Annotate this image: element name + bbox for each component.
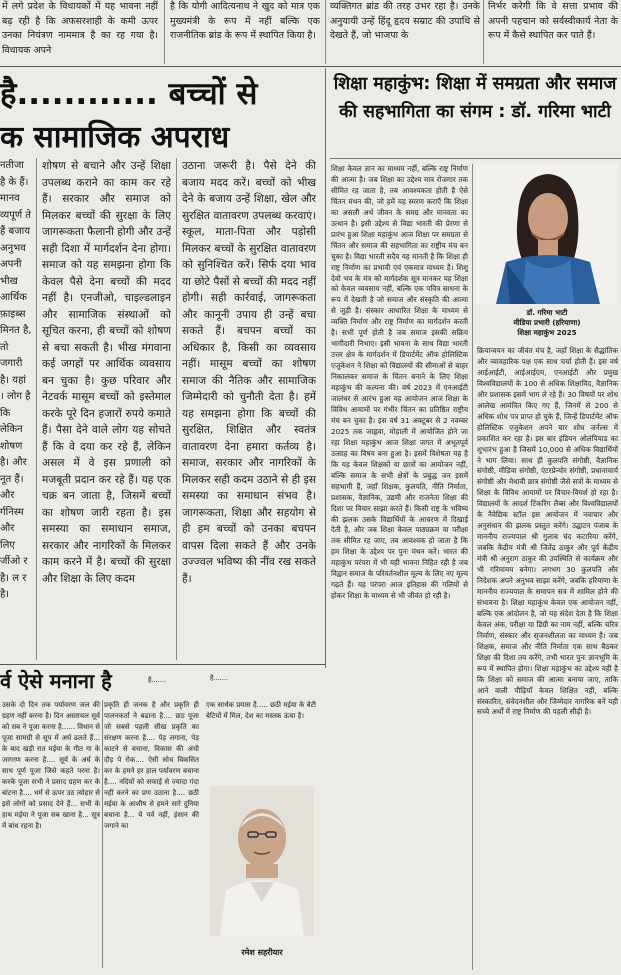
feature-photo: [476, 164, 618, 304]
left-headline-line-1: है............ बच्चों से: [0, 76, 258, 112]
left-headline-line-2: क सामाजिक अपराध: [0, 120, 230, 155]
top-strip-column-1: में लगे प्रदेश के विधायकों में यह भावना नहीं बढ़ रही है कि अफसरशाही के कमी ऊपर उनका नियंत्रण नाममात्र है का रह गया है। विधायक अपने: [2, 1, 158, 56]
photo-caption-role: मीडिया प्रभारी (हरियाणा): [513, 318, 581, 327]
author-name: रमेश सहरीयार: [241, 948, 283, 957]
right-article-column-2: क्रियान्वयन का जीवंत मंच है, जहाँ शिक्षा के सैद्धांतिक और व्यावहारिक पक्ष एक साथ चर्चा होती हैं। इस वर्ष आईआईटी, आईआईएम, एनआईटी और प्रमुख विश्वविद्यालयों के 100 से अधिक शिक्षाविद, वैज्ञानिक और प्रशासक इसमें भाग ले रहे हैं। 30 विषयों पर शोध आलेख आमंत्रित किए गए हैं, जिनमें से 200 से अधिक शोध पत्र प्राप्त हो चुके हैं, जिन्हें डिपार्टमेंट ऑफ होलिस्टिक एजुकेशन अपने चार शोध जर्नल्स में प्रकाशित कर रहा है। इस बार इंडियन ओलंपियाड का शुभारंभ हुआ है जिसमें 10,000 से अधिक विद्यार्थियों ने भाग लिया। साथ ही कुलपति संगोष्ठी, वैज्ञानिक संगोष्ठी, मीडिया संगोष्ठी, एंटरप्रेन्योर संगोष्ठी, प्रधानाचार्य संगोष्ठी और मेधावी छात्र संगोष्ठी जैसे सत्रों के माध्यम से शिक्षा के विविध आयामों पर विचार-विमर्श हो रहा है। विद्यालयों के आदर्श टिंकरिंग लैब्स और विश्वविद्यालयों के नैवेद्यिक स्टॉल इस आयोजन में नवाचार और अनुसंधान की झलक प्रस्तुत करेंगे। उद्घाटन पंजाब के माननीय राज्यपाल श्री गुलाब चंद कटारिया करेंगे, जबकि केंद्रीय मंत्री श्री जितेंद्र ठाकुर और पूर्व केंद्रीय मंत्री श्री अनुराग ठाकुर की उपस्थिति से कार्यक्रम और भी गरिमामय बनेगा। लगभग 30 कुलपति और निदेशक अपने अनुभव साझा करेंगे, जबकि हरियाणा के माननीय राज्यपाल के समापन सत्र में शामिल होने की संभावना है। शिक्षा महाकुंभ केवल एक आयोजन नहीं, बल्कि एक आंदोलन है, जो यह संदेश देता है कि शिक्षा केवल अंक, परीक्षा या डिग्री का नाम नहीं, बल्कि चरित्र निर्माण, संस्कार और सृजनशीलता का माध्यम है। जब शिक्षक, समाज और नीति निर्माता एक साथ बैठकर शिक्षा की दिशा तय करेंगे, तभी भारत पुनः ज्ञानभूमि के रूप में स्थापित होगा। शिक्षा महाकुंभ का उद्देश्य यही है कि शिक्षा को समाज की आत्मा बनाया जाए, ताकि आने वाली पीढ़ियाँ केवल शिक्षित नहीं, बल्कि संस्कारित, संवेदनशील और जिम्मेदार नागरिक बनें यही सच्चे अर्थों में राष्ट्र निर्माण की पहली सीढ़ी है।: [477, 346, 618, 717]
photo-caption-event: शिक्षा महाकुंभ 2025: [517, 328, 577, 337]
column-divider: [164, 0, 165, 64]
bottom-left-column-1: उसके दो दिन तक पर्यावरण जल की ग्रहण नहीं करना है। दिन अस्ताचल सूर्य को सब ने पूजा करना है...... विधान से पूजा सामग्री से सूप में अर्घ ढलते हैं... के बाद खड़ी रात मईया के गीत गा के जागरण करना है.... सूर्य के अर्घ के साथ पूर्ण पूजा जिसे कहते परना है। करके पूजा सभी ने प्रसाद ग्रहण कर के बांटना है.... धर्म से ऊपर उठ त्योहार से इसे लोगों को प्रसाद देने हैं... सभी के हाथ मईया ने पूजा सब खाना है... सूत्र में बांध रहना है।: [2, 701, 100, 830]
column-divider: [472, 164, 473, 970]
bottom-dots-1: है.......: [148, 676, 167, 684]
column-divider: [36, 158, 37, 660]
section-divider: [325, 68, 326, 668]
man-portrait-image: [210, 786, 314, 936]
column-divider: [102, 700, 103, 968]
column-divider: [483, 0, 484, 64]
column-divider: [176, 158, 177, 660]
author-photo: [210, 786, 314, 936]
left-edge-column: नतीजा है के हैं। मानव व्यपूर्ण ते हैं बजाय अनुभव अपनी भीख आर्थिक फ़ाइब्स मिनत है, तो जगारी है। यहां । लोग है कि लेकिन शोषण है। और नूत हैं। और र्गनिस्म और लिए र्जीओ र है। ल र है।: [0, 160, 32, 600]
woman-portrait-image: [476, 164, 618, 304]
right-article-title: शिक्षा महाकुंभ: शिक्षा में समग्रता और समाज की सहभागिता का संगम : डॉ. गरिमा भाटी: [333, 74, 617, 122]
bottom-left-column-3: एक सार्थक प्रयास है..... छठी मईया के बेटी बेटियों में मिल, देश का मस्तक ऊंचा है।: [206, 701, 316, 720]
left-article-column-1: शोषण से बचाने और उन्हें शिक्षा उपलब्ध कराने का काम कर रहे हैं। सरकार और समाज को मिलकर बच्चों की सुरक्षा के लिए जागरूकता फैलानी होगी और उन्हें सही दिशा में मार्गदर्शन देना होगा। समाज को यह समझना होगा कि केवल पैसे देना बच्चों की मदद नहीं है। एनजीओ, चाइल्डलाइन और सामाजिक संस्थाओं को सूचित करना, ही बच्चों को शोषण से बचा सकती है। भीख मंगवाना कई जगहों पर आर्थिक व्यवसाय बन चुका है। कुछ परिवार और नेटवर्क मासूम बच्चों को इस्तेमाल करके पूरे दिन हजारों रुपये कमाते हैं। पैसा देने वाले लोग यह सोचते हैं कि वे दया कर रहे हैं, लेकिन असल में वे इस प्रणाली को मजबूती प्रदान कर रहे हैं। यह एक चक्र बन जाता है, जिसमें बच्चों का शोषण जारी रहता है। इस समस्या का समाधान समाज, सरकार और नागरिकों के मिलकर काम करने में है। बच्चों की सुरक्षा और शिक्षा के लिए कदम: [42, 160, 171, 585]
bottom-left-column-2: प्रकृति ही जनक है और प्रकृति ही पालनकर्ता ने बढाना है.... छठ पूजा जो सबसे पहली सीख प्रकृति का संरक्षण करना है.... पेड़ लगाना, पेड़ काटने से बचाना, विकास की अंधी दौड़ पे रोक.... ऐसी सोच विकसित कर के हमने हर हाल पर्यावरण बचाना है.... नदियों को सफाई से ज्यादा गंदा नहीं करने का प्रण उठाना है.... छठी मईया के आशीष से हमने सारे दुनिया बचाना है... ये पर्व नहीं, इंसान की जगाने का: [104, 701, 199, 830]
top-strip-column-2: है कि योगी आदित्यनाथ ने खुद को मात्र एक मुख्यमंत्री के रूप में नहीं बल्कि एक राजनीतिक ब्रांड के रूप में स्थापित किया है।: [170, 1, 320, 42]
photo-caption-name: डॉ. गरिमा भाटी: [526, 308, 568, 317]
right-title-rule: [330, 158, 621, 159]
bottom-dots-2: है.......: [210, 674, 229, 682]
left-article-column-2: उठाना जरूरी है। पैसे देने की बजाय मदद करें। बच्चों को भीख देने के बजाय उन्हें शिक्षा, खेल और सुरक्षित वातावरण उपलब्ध करवाएं। स्कूल, माता-पिता और पड़ोसी मिलकर बच्चों के सुरक्षित वातावरण को सुनिश्चित करें। सिर्फ दया भाव या छोटे पैसों से बच्चों की मदद नहीं होगी। सही कार्रवाई, जागरूकता और कानूनी उपाय ही उन्हें बचा सकते हैं। बचपन बच्चों का अधिकार है, किसी का व्यवसाय नहीं। मासूम बच्चों का शोषण समाज की नैतिक और सामाजिक जिम्मेदारी को चुनौती देता है। हमें यह समझना होगा कि बच्चों की सुरक्षित, शिक्षित और स्वतंत्र वातावरण देना हमारा कर्तव्य है। समाज, सरकार और नागरिकों के मिलकर सही कदम उठाने से ही इस समस्या का समाधान संभव है। जागरूकता, शिक्षा और सहयोग से ही हम बच्चों को उनका बचपन वापस दिला सकते हैं और उनके उज्ज्वल भविष्य की नींव रख सकते हैं।: [182, 160, 316, 585]
column-divider: [325, 0, 326, 64]
top-strip-rule: [0, 66, 621, 67]
top-strip-column-3: व्यक्तिगत ब्रांड की तरह उभर रहा है। उनके अनुयायी उन्हें हिंदू हृदय सम्राट की उपाधि से देखते हैं, जो भाजपा के: [330, 1, 480, 42]
bottom-left-headline: र्व ऐसे मनाना है: [0, 669, 112, 693]
top-strip-column-4: निर्भर करेगी कि वे सत्ता प्रभाव की अपनी पहचान को सर्वस्वीकार्य नेता के रूप में कैसे स्थापित कर पाते हैं।: [488, 1, 618, 42]
right-article-column-1: शिक्षा केवल ज्ञान का माध्यम नहीं, बल्कि राष्ट्र निर्माण की आत्मा है। जब शिक्षा का उद्देश्य मात्र रोजगार तक सीमित रह जाता है, तब आवश्यकता होती है ऐसे चिंतन मंथन की, जो हमें यह स्मरण कराएँ कि शिक्षा का असली अर्थ जीवन के समग्र और मानवता का उत्थान है। इसी उद्देश्य से विद्या भारती की प्रेरणा से प्रारंभ हुआ शिक्षा महाकुंभ आज शिक्षा पर समग्रता से चिंतन और समाज की सहभागिता का राष्ट्रीय मंच बन चुका है। विद्या भारती सदैव यह मानती है कि शिक्षा ही राष्ट्र निर्माण का प्रभावी एवं एकमात्र माध्यम है। शिशु देवो भव के मंत्र को मार्गदर्शक सूत्र मानकर यह शिक्षा को केवल व्यवसाय नहीं, बल्कि एक पवित्र साधना के रूप में देखती है जो समाज और संस्कृति की आत्मा से जुड़ी है। संस्कार आधारित शिक्षा के माध्यम से व्यक्ति निर्माण और राष्ट्र निर्माण का मार्गदर्शन करती है। सभी पूर्ण होती है जब समाज इसकी सक्रिय भागीदारी निभाए। इसी भावना के साथ विद्या भारती उत्तर क्षेत्र के मार्गदर्शन में डिपार्टमेंट ऑफ होलिस्टिक एजुकेशन ने शिक्षा को विद्यालयों की सीमाओं से बाहर निकालकर समाज के चिंतन बनाने के लिए शिक्षा महाकुंभ की कल्पना की। वर्ष 2023 में एनआईटी जालंधर से आरंभ हुआ यह आयोजन आज शिक्षा के विविध आयामों पर गंभीर चिंतन का प्रतिष्ठित राष्ट्रीय मंच बन चुका है। इस वर्ष 31 अक्टूबर से 2 नवम्बर 2025 तक जाह्नवा, मोहाली में आयोजित होने जा रहा शिक्षा महाकुंभ आज शिक्षा जगत में अभूतपूर्व उत्साह का विषय बना हुआ है। इसमें विशेषता यह है कि यह केवल शिक्षकों या छात्रों का आयोजन नहीं, बल्कि समाज के सभी क्षेत्रों के प्रबुद्ध जन इसमें सहभागी हैं, जहाँ शिक्षक, कुलपति, नीति निर्माता, प्रशासक, वैज्ञानिक, उद्यमी और राजनेता शिक्षा की दिशा पर विचार साझा करते हैं। किसी राष्ट्र के भविष्य की झलक उसके विद्यार्थियों के आचरण में दिखाई देती है, और जब शिक्षा केवल पाठ्यक्रम या परीक्षा तक सीमित रह जाए, तब आवश्यक हो जाता है कि हम शिक्षा के उद्देश्य पर पुनः मंथन करें। भारत की महाकुंभ परंपरा में भी यही भावना निहित रही है जब विद्वान समाज के परिवर्तनशील मूल्य के लिए नए मूल्य गढ़ते हैं। यह परंपरा आज इतिहास की गलियों से होकर शिक्षा के माध्यम से भी जीवंत हो रही है।: [331, 164, 468, 601]
